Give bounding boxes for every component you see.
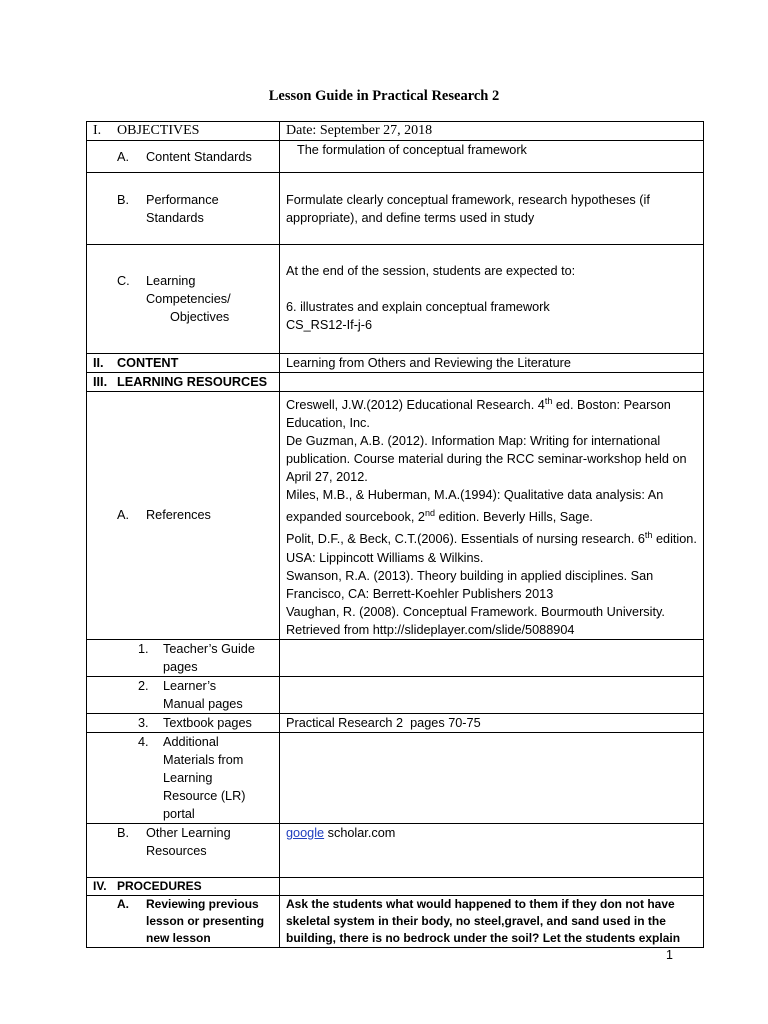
- reference-text: ed. Boston: Pearson Education, Inc.: [286, 398, 671, 431]
- other-resources-value: [280, 823, 704, 877]
- textbook-row: [87, 713, 704, 732]
- reviewing-value: Ask the students what would happened to them if they don not have skeletal system in their body, no steel,gravel, and sand used in the building, there is no bedrock under the soil? Let the students explain: [280, 895, 704, 947]
- content-value: Learning from Others and Reviewing the Literature: [280, 354, 704, 373]
- references-list: [280, 392, 704, 640]
- reference-entry: [286, 526, 699, 566]
- section-number: II.: [93, 356, 104, 370]
- item-label-line: Learning: [146, 274, 196, 288]
- section-number: I.: [93, 123, 102, 138]
- learning-competencies-value: [280, 245, 704, 354]
- other-resources-row: [87, 823, 704, 877]
- performance-standards-value: Formulate clearly conceptual framework, research hypotheses (if appropriate), and define terms used in study: [280, 173, 704, 245]
- reviewing-row: [87, 895, 704, 947]
- item-label: Teacher’s Guide pages: [163, 641, 255, 674]
- item-letter: A.: [117, 149, 129, 164]
- content-row: [87, 354, 704, 373]
- reference-entry: Swanson, R.A. (2013). Theory building in applied disciplines. San Francisco, CA: Berrett-Koehler Publishers 2013: [286, 568, 654, 601]
- item-label: References: [146, 508, 211, 523]
- section-label: PROCEDURES: [117, 878, 202, 893]
- item-label-line: Competencies/: [146, 292, 231, 306]
- item-label-line: Performance: [146, 192, 219, 207]
- additional-materials-label: [87, 732, 280, 823]
- additional-materials-value: [280, 732, 704, 823]
- section-label: OBJECTIVES: [117, 123, 200, 138]
- teachers-guide-row: [87, 639, 704, 676]
- performance-standards-label: [87, 173, 280, 245]
- lesson-guide-table: [86, 121, 704, 948]
- additional-materials-row: [87, 732, 704, 823]
- reference-superscript: nd: [424, 508, 435, 519]
- references-label: [87, 392, 280, 640]
- reference-entry: Vaughan, R. (2008). Conceptual Framework. Bourmouth University. Retrieved from http://slideplayer.com/slide/5088904: [286, 604, 665, 637]
- learning-competencies-label: [87, 245, 280, 354]
- item-label: Reviewing previous lesson or presenting new lesson: [146, 896, 265, 945]
- item-label-line: Standards: [146, 210, 204, 225]
- item-label: Content Standards: [146, 149, 252, 164]
- page-number: 1: [666, 948, 673, 962]
- page-title: Lesson Guide in Practical Research 2: [268, 88, 500, 104]
- section-number: IV.: [93, 878, 107, 893]
- item-number: 4.: [138, 734, 149, 749]
- item-letter: B.: [117, 192, 129, 207]
- learners-manual-row: [87, 676, 704, 713]
- item-label: Additional Materials from Learning Resource (LR) portal: [163, 734, 246, 821]
- learning-resources-value: [280, 373, 704, 392]
- lesson-date: Date: September 27, 2018: [280, 122, 704, 141]
- reference-entry: [286, 486, 699, 526]
- learning-competencies-row: [87, 245, 704, 354]
- other-resources-text: scholar.com: [324, 825, 396, 840]
- textbook-label: [87, 713, 280, 732]
- content-header: [87, 354, 280, 373]
- references-row: [87, 392, 704, 640]
- content-standards-row: [87, 141, 704, 173]
- reference-text: Miles, M.B., & Huberman, M.A.(1994): Qualitative data analysis: An expanded sourcebook, 2: [286, 488, 664, 525]
- learners-manual-value: [280, 676, 704, 713]
- reference-superscript: th: [544, 396, 553, 406]
- item-letter: A.: [117, 508, 129, 523]
- item-letter: A.: [117, 896, 129, 911]
- reference-text: edition. Beverly Hills, Sage.: [434, 510, 593, 525]
- objectives-row: [87, 122, 704, 141]
- content-standards-value: [280, 141, 704, 173]
- procedures-header: [87, 877, 280, 895]
- item-label: Textbook pages: [163, 715, 252, 730]
- competency-item: 6. illustrates and explain conceptual framework: [286, 300, 550, 314]
- item-letter: B.: [117, 825, 129, 840]
- competencies-intro: At the end of the session, students are expected to:: [286, 264, 576, 278]
- reference-superscript: th: [644, 530, 653, 541]
- content-standards-text: The formulation of conceptual framework: [297, 143, 527, 157]
- competency-code: CS_RS12-If-j-6: [286, 318, 373, 332]
- procedures-value: [280, 877, 704, 895]
- content-standards-label: [87, 141, 280, 173]
- teachers-guide-value: [280, 639, 704, 676]
- item-number: 3.: [138, 715, 149, 730]
- item-label-line: Objectives: [170, 310, 230, 324]
- reference-text: Creswell, J.W.(2012) Educational Research. 4: [286, 398, 545, 413]
- reference-entry: [286, 392, 699, 432]
- learners-manual-label: [87, 676, 280, 713]
- reviewing-label: [87, 895, 280, 947]
- google-link[interactable]: google: [286, 825, 325, 840]
- reference-text: edition. USA: Lippincott Williams & Wilkins.: [286, 532, 697, 565]
- objectives-header: [87, 122, 280, 141]
- item-number: 1.: [138, 641, 149, 656]
- reference-entry: De Guzman, A.B. (2012). Information Map: Writing for international publication. Course material during the RCC seminar-workshop held on April 27, 2012.: [286, 434, 687, 485]
- other-resources-label: [87, 823, 280, 877]
- item-letter: C.: [117, 274, 130, 288]
- learning-resources-row: [87, 373, 704, 392]
- textbook-value: Practical Research 2 pages 70-75: [280, 713, 704, 732]
- performance-standards-row: [87, 173, 704, 245]
- teachers-guide-label: [87, 639, 280, 676]
- section-label: LEARNING RESOURCES: [117, 375, 268, 389]
- item-label: Other Learning Resources: [146, 825, 231, 858]
- reference-text: Polit, D.F., & Beck, C.T.(2006). Essentials of nursing research. 6: [286, 532, 645, 547]
- section-number: III.: [93, 375, 108, 389]
- procedures-row: [87, 877, 704, 895]
- item-number: 2.: [138, 678, 149, 693]
- learning-resources-header: [87, 373, 280, 392]
- item-label: Learner’s Manual pages: [163, 678, 243, 711]
- section-label: CONTENT: [117, 356, 179, 370]
